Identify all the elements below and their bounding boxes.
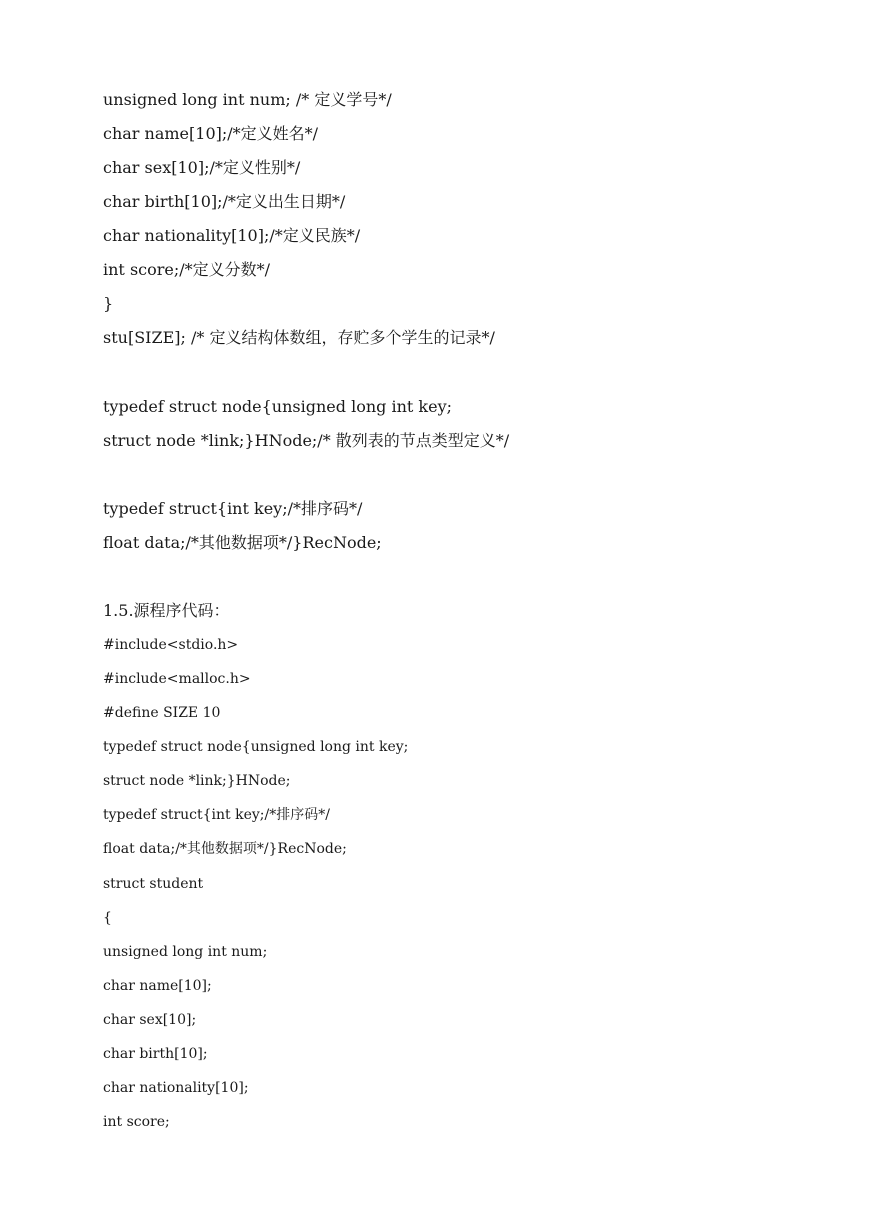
code-line: unsigned long int num; /* 定义学号*/ [103,90,392,109]
code-line: int score; [103,1114,170,1130]
code-line: typedef struct{int key;/*排序码*/ [103,807,330,823]
code-line: char sex[10]; [103,1012,197,1028]
code-line: char birth[10]; [103,1046,208,1062]
code-line: #include<stdio.h> [103,637,239,653]
code-line: struct node *link;}HNode; [103,773,291,789]
code-line: unsigned long int num; [103,944,268,960]
code-line: char sex[10];/*定义性别*/ [103,158,301,177]
code-line: char nationality[10]; [103,1080,249,1096]
code-line: #define SIZE 10 [103,705,221,721]
code-line: stu[SIZE]; /* 定义结构体数组，存贮多个学生的记录*/ [103,328,495,347]
code-line: { [103,910,112,926]
code-line: typedef struct{int key;/*排序码*/ [103,499,363,518]
code-line: char birth[10];/*定义出生日期*/ [103,192,346,211]
code-line: int score;/*定义分数*/ [103,260,271,279]
code-line: typedef struct node{unsigned long int key; [103,739,409,755]
code-line: #include<malloc.h> [103,671,251,687]
code-line: float data;/*其他数据项*/}RecNode; [103,841,347,857]
code-line: char name[10]; [103,978,212,994]
code-line: float data;/*其他数据项*/}RecNode; [103,533,382,552]
section-heading: 1.5.源程序代码： [103,601,230,620]
code-line: typedef struct node{unsigned long int key; [103,397,452,416]
code-line: struct node *link;}HNode;/* 散列表的节点类型定义*/ [103,431,510,450]
code-line: struct student [103,876,204,892]
code-line: } [103,294,114,313]
code-line: char nationality[10];/*定义民族*/ [103,226,361,245]
code-line: char name[10];/*定义姓名*/ [103,124,319,143]
